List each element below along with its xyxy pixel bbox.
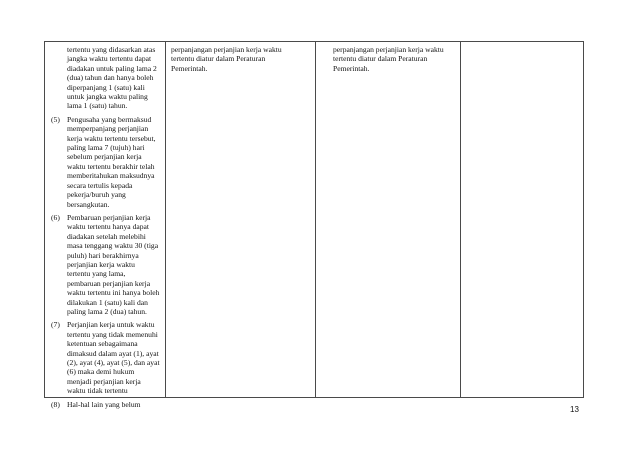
clause-number: (5) (51, 114, 60, 124)
column-divider-1 (165, 42, 166, 397)
clause-number: (6) (51, 212, 60, 222)
clause-7 (51, 320, 165, 395)
column-1 (51, 45, 165, 413)
clause-text: Pembaruan perjanjian kerja waktu tertentu hanya dapat diadakan setelah melebihi masa tenggang waktu 30 (tiga puluh) hari berakhirnya perjanjian kerja waktu tertentu yang lama, pembaruan perjanjian kerja waktu tertentu ini hanya boleh dilakukan 1 (satu) kali dan paling lama 2 (dua) tahun. (67, 212, 160, 316)
clause-8 (51, 400, 165, 409)
column-divider-2 (315, 42, 316, 397)
column-1-continuation: tertentu yang didasarkan atas jangka waktu tertentu dapat diadakan untuk paling lama 2 (dua) tahun dan hanya boleh diperpanjang 1 (satu) kali untuk jangka waktu paling lama 1 (satu) tahun. (67, 45, 157, 111)
clause-6 (51, 213, 165, 316)
page-number: 13 (570, 405, 579, 414)
column-divider-3 (460, 42, 461, 397)
column-2-text: perpanjangan perjanjian kerja waktu tertentu diatur dalam Peraturan Pemerintah. (171, 45, 282, 73)
clause-text: Hal-hal lain yang belum (67, 399, 141, 409)
clause-text: Perjanjian kerja untuk waktu tertentu yang tidak memenuhi ketentuan sebagaimana dimaksud dalam ayat (1), ayat (2), ayat (4), ayat (5), dan ayat (6) maka demi hukum menjadi perjanjian kerja waktu tidak tertentu (67, 320, 160, 396)
comparison-table (44, 41, 584, 409)
clause-number: (7) (51, 320, 60, 330)
clause-5 (51, 115, 165, 209)
clause-number: (8) (51, 399, 60, 409)
clause-text: Pengusaha yang bermaksud memperpanjang perjanjian kerja waktu tertentu tersebut, paling lama 7 (tujuh) hari sebelum perjanjian kerja waktu tertentu berakhir telah memberitahukan maksudnya secara tertulis kepada pekerja/buruh yang bersangkutan. (67, 114, 156, 209)
column-3-text: perpanjangan perjanjian kerja waktu tertentu diatur dalam Peraturan Pemerintah. (333, 45, 444, 73)
